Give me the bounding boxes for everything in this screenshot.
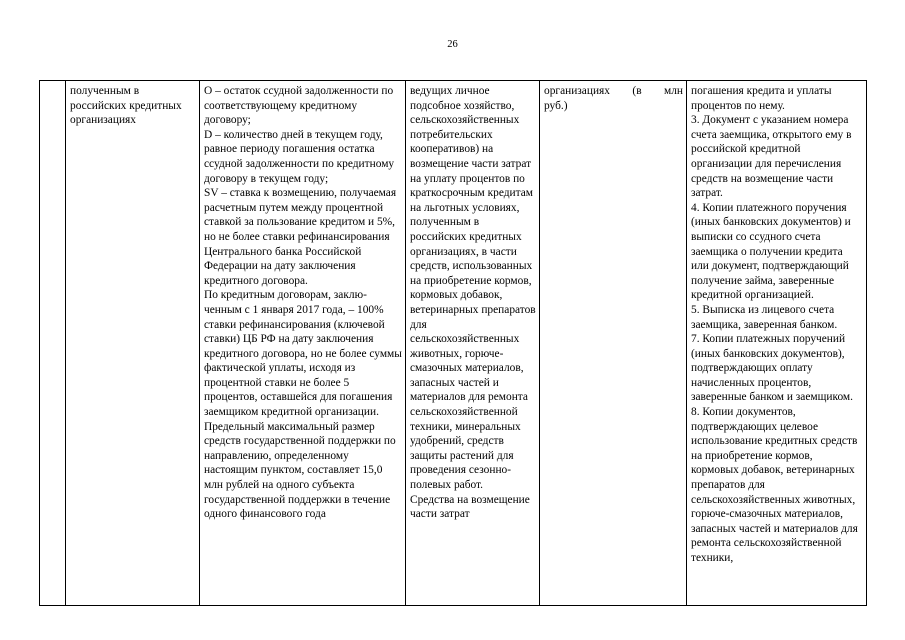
documents-paragraph: 7. Копии платежных поручений (иных банковских документов), подтверждающих оплату начисленных процентов, заверенные банком и заемщиком. bbox=[691, 333, 853, 404]
document-table bbox=[39, 80, 867, 606]
calculation-paragraph: D – количество дней в текущем году, равное периоду погашения остатка ссудной задолженности по кредитному договору в текущем году; bbox=[204, 128, 395, 185]
calculation-paragraph: SV – ставка к возмещению, получаемая расчетным путем между процентной ставкой за пользование кредитом и 5%, но не более ставки рефинансирования Центрального банка Российской Федерации на дату заключения кредитного договора. bbox=[204, 187, 397, 287]
documents-paragraph: 5. Выписка из лицевого счета заемщика, заверенная банком. bbox=[691, 303, 838, 331]
recipients-paragraph: ведущих личное подсобное хозяйство, сельскохозяйственных потребительских кооперативов) на возмещение части затрат на уплату процентов по краткосрочным кредитам на льготных условиях, полученным в российских кредитных организациях, в части средств, использованных на приобретение кормов, кормовых добавок, ветеринарных препаратов для сельскохозяйственных животных, горюче-смазочных материалов, запасных частей и материалов для ремонта сельскохозяйственной техники, минеральных удобрений, средств защиты растений для проведения сезонно-полевых работ. bbox=[410, 85, 536, 492]
calculation-paragraph: Предельный максимальный размер средств государственной поддержки по направлению, определенному настоящим пунктом, составляет 15,0 млн рублей на одного субъекта государственной поддержки в течение одного финансового года bbox=[204, 420, 396, 521]
documents-paragraph: 8. Копии документов, подтверждающих целевое использование кредитных средств на приобретение кормов, кормовых добавок, ветеринарных препаратов для сельскохозяйственных животных, горюче-смазочных материалов, запасных частей и материалов для ремонта сельскохозяйственной техники, bbox=[691, 406, 858, 564]
documents-cell bbox=[687, 81, 867, 606]
purpose-text: полученным в российских кредитных организациях bbox=[70, 85, 182, 127]
page-number: 26 bbox=[447, 39, 458, 50]
calculation-paragraph: По кредитным договорам, заклю-ченным с 1 января 2017 года, – 100% ставки рефинансирования (ключевой ставки) ЦБ РФ на дату заключения кредитного договора, но не более суммы фактической уплаты, исходя из процентной ставки не более 5 процентов, оставшейся для погашения заемщиком кредитной организации. bbox=[204, 289, 402, 419]
calculation-paragraph: O – остаток ссудной задолженности по соответствующему кредитному договору; bbox=[204, 85, 394, 127]
recipients-cell bbox=[406, 81, 540, 606]
indicator-unit: руб.) bbox=[544, 99, 568, 112]
number-cell bbox=[40, 81, 66, 606]
indicator-line: организациях (в млн bbox=[544, 85, 683, 97]
indicator-cell bbox=[540, 81, 687, 606]
calculation-cell bbox=[200, 81, 406, 606]
recipients-paragraph: Средства на возмещение части затрат bbox=[410, 493, 530, 521]
documents-paragraph: погашения кредита и уплаты процентов по нему. bbox=[691, 85, 832, 112]
table-row bbox=[40, 81, 867, 606]
purpose-cell bbox=[66, 81, 200, 606]
documents-paragraph: 3. Документ с указанием номера счета заемщика, открытого ему в российской кредитной организации для перечисления средств на возмещение части затрат. bbox=[691, 114, 852, 200]
documents-paragraph: 4. Копии платежного поручения (иных банковских документов) и выписки со ссудного счета заемщика о получении кредита или документ, подтверждающий получение займа, заверенные кредитной организацией. bbox=[691, 201, 851, 302]
